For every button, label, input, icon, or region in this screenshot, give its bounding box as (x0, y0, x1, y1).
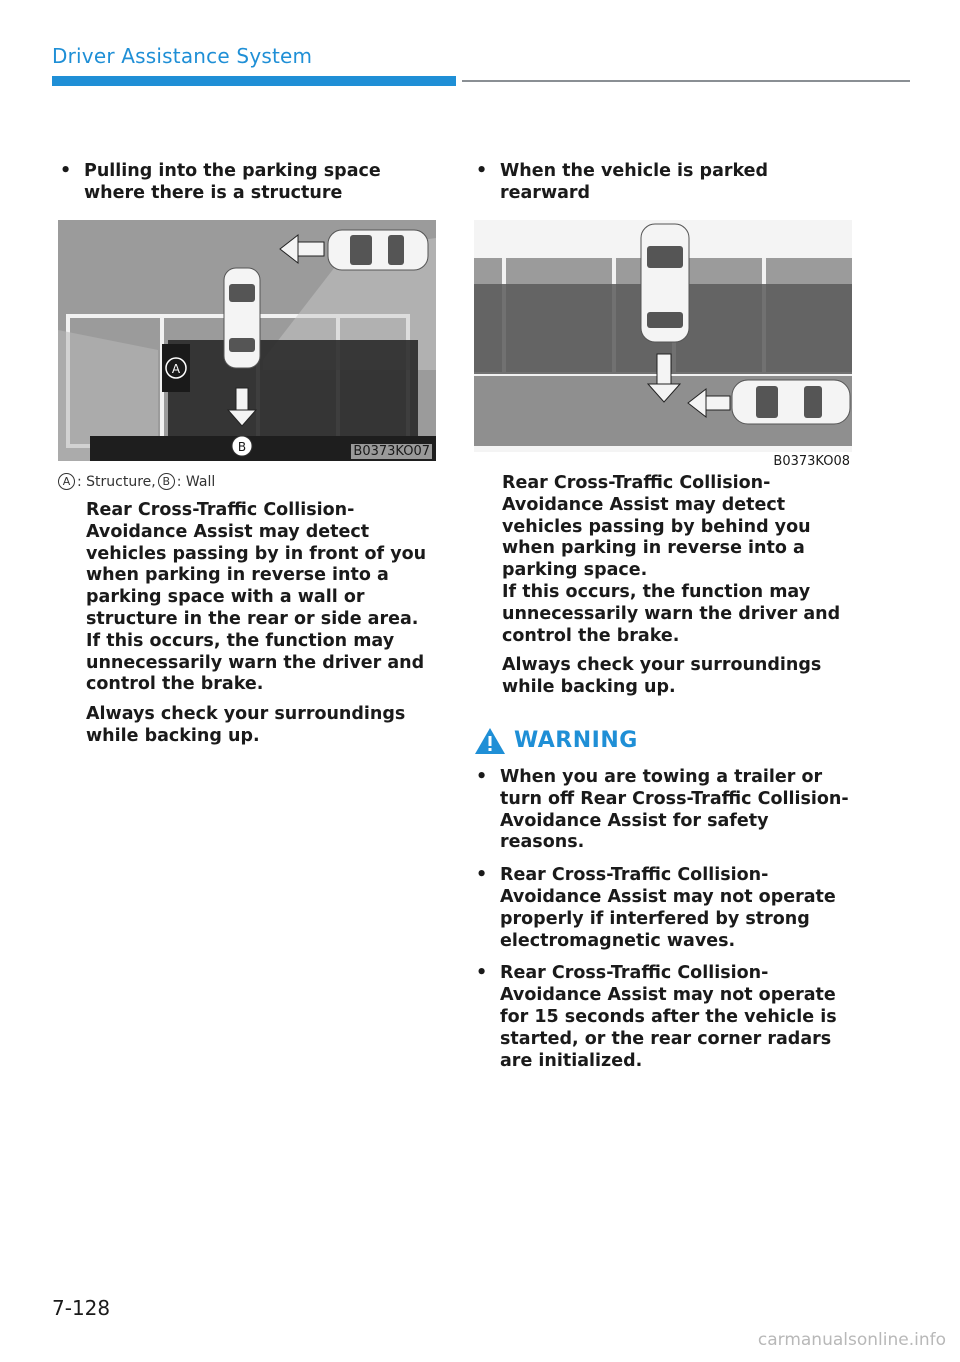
left-paragraph-1: Rear Cross-Traffic Collision-Avoidance Assist may detect vehicles passing by in front of you when parking in reverse into a parking space with a wall or structure in the rear or side area. If this occurs, the function may unnecessarily warn the driver and control the brake. (86, 500, 427, 695)
figure-parking-structure (58, 220, 436, 461)
warning-item: • Rear Cross-Traffic Collision-Avoidance Assist may not operate properly if interfered by strong electromagnetic waves. (474, 865, 854, 952)
warning-item: • When you are towing a trailer or turn off Rear Cross-Traffic Collision-Avoidance Assist for safety reasons. (474, 767, 854, 854)
warning-header (474, 727, 854, 755)
right-paragraph-1a: Rear Cross-Traffic Collision-Avoidance Assist may detect vehicles passing by behind you when parking in reverse into a parking space. (502, 473, 811, 581)
header-rule (462, 80, 910, 82)
crossing-car-icon (732, 380, 850, 424)
left-paragraph-2: Always check your surroundings while backing up. (86, 704, 406, 746)
section-title: Driver Assistance System (52, 44, 313, 68)
parking-structure-illustration (58, 220, 436, 461)
figure-parked-rearward (474, 220, 852, 452)
warning-title: WARNING (514, 728, 638, 754)
caption-text-b: : Wall (176, 473, 216, 490)
figure-code: B0373KO07 (353, 444, 430, 459)
right-paragraph-1 (502, 473, 854, 647)
left-bullet-heading: • Pulling into the parking space where there is a structure (58, 160, 438, 204)
caption-mark-a: A (58, 473, 75, 490)
left-column (58, 160, 438, 748)
label-b: B (237, 440, 247, 454)
caption-text-a: : Structure, (77, 473, 156, 490)
reversing-car-icon (224, 268, 260, 368)
warning-list (474, 767, 854, 1072)
right-bullet-heading: • When the vehicle is parked rearward (474, 160, 854, 204)
label-a: A (171, 362, 181, 376)
caption-mark-b: B (158, 473, 175, 490)
warning-item: • Rear Cross-Traffic Collision-Avoidance Assist may not operate for 15 seconds after the vehicle is started, or the rear corner radars are initialized. (474, 963, 854, 1072)
figure-code: B0373KO08 (773, 454, 850, 469)
right-paragraph-2: Always check your surroundings while backing up. (502, 655, 822, 698)
parked-rearward-illustration (474, 220, 852, 452)
right-paragraph-1b: If this occurs, the function may unnecessarily warn the driver and control the brake. (502, 581, 841, 646)
warning-triangle-icon (474, 727, 506, 755)
reversing-car-icon (641, 224, 689, 342)
page-number: 7-128 (52, 1296, 111, 1320)
figure-caption (58, 473, 438, 490)
right-column (474, 160, 854, 1083)
crossing-car-icon (328, 230, 428, 270)
watermark: carmanualsonline.info (757, 1330, 946, 1350)
header-accent-bar (52, 76, 456, 86)
